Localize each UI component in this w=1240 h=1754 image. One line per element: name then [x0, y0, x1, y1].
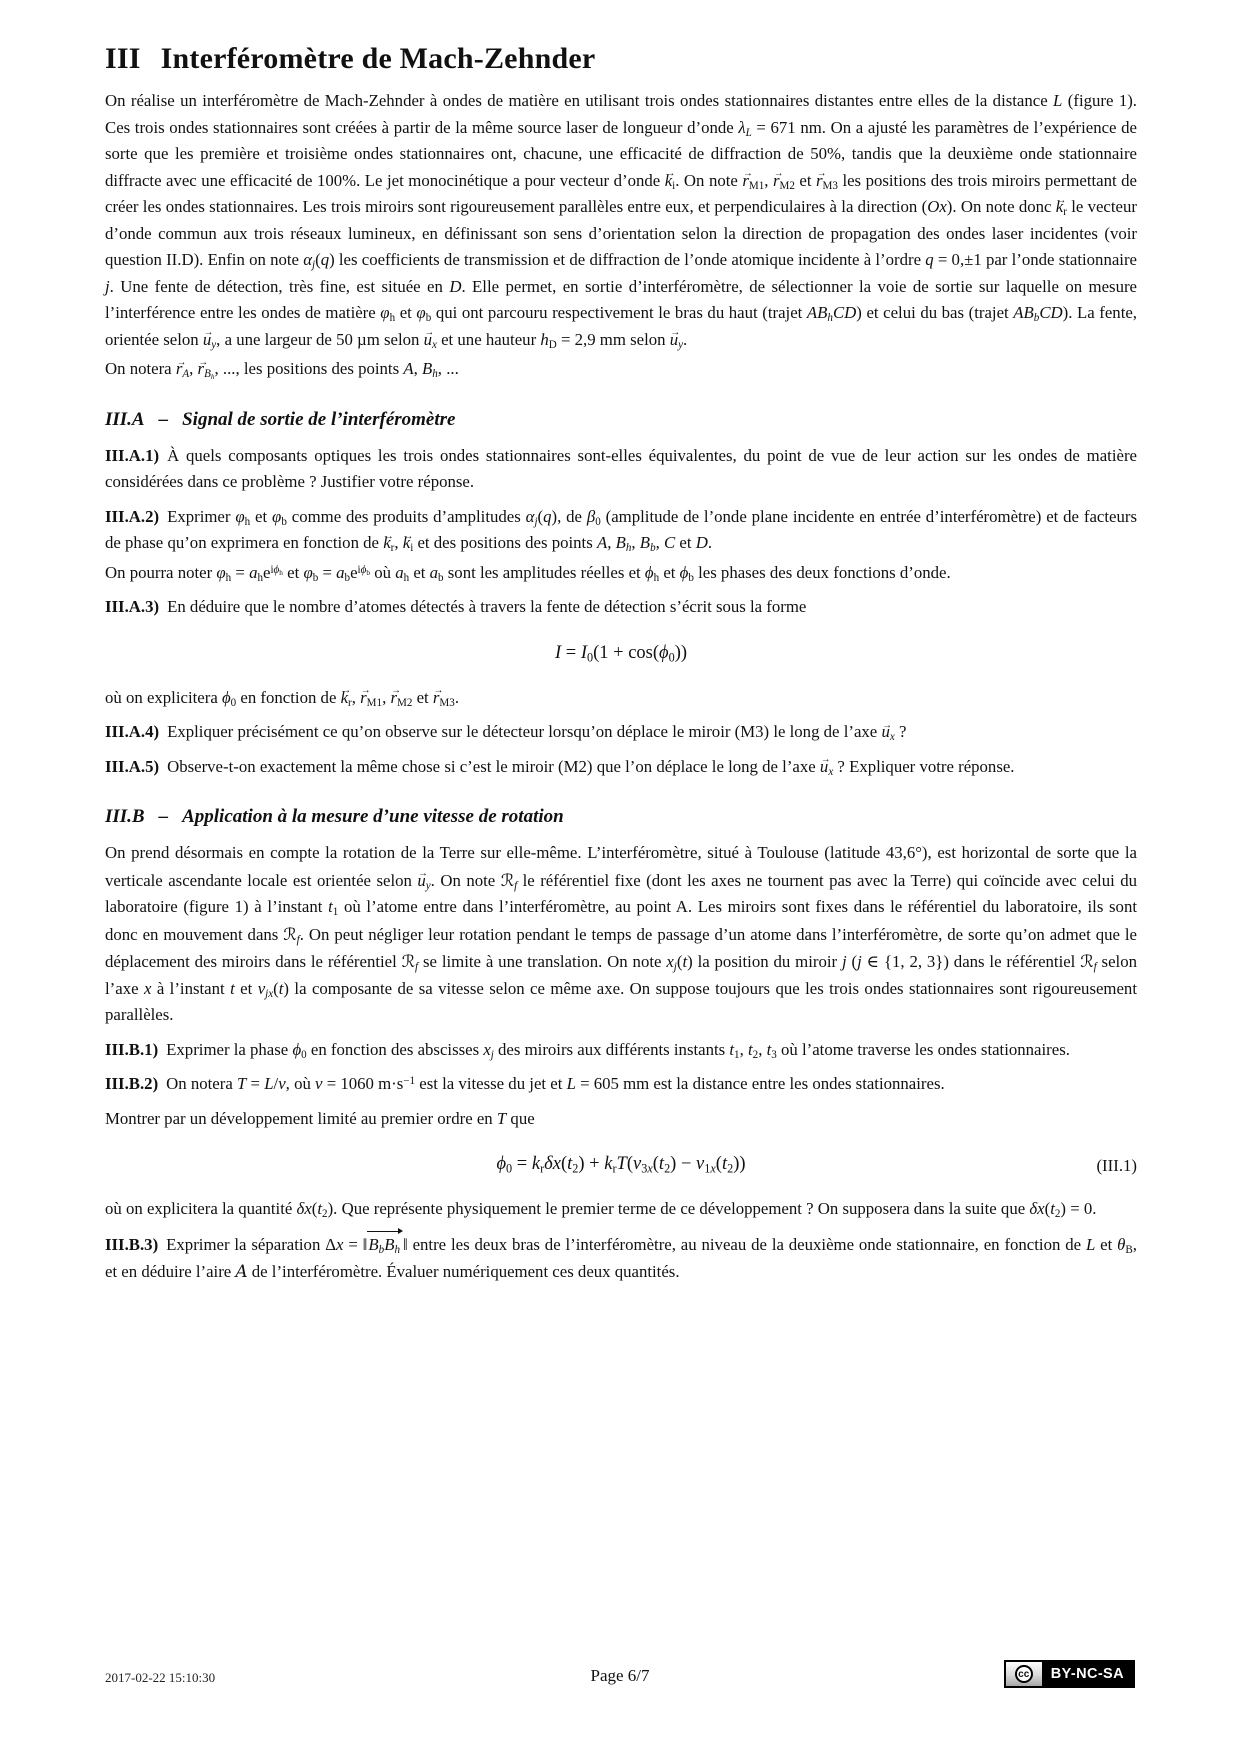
section-a-dash: – — [158, 408, 169, 430]
question-label: III.A.1) — [105, 445, 160, 465]
equation-iii-1 — [105, 1150, 1137, 1178]
question-iii-a-2 — [105, 504, 1137, 557]
equation-number: (III.1) — [1096, 1156, 1137, 1175]
equation-iii-1-explanation: où on explicitera la quantité $\delta x(t_2)$. Que représente physiquement le premier terme de ce développement ? On supposera dans la suite que $\delta x(t_2) = 0$. — [105, 1199, 1097, 1221]
question-iii-a-4 — [105, 719, 1137, 746]
question-iii-b-2 — [105, 1071, 1137, 1098]
question-label: III.A.3) — [105, 597, 160, 616]
intro-paragraph: On réalise un interféromètre de Mach-Zehnder à ondes de matière en utilisant trois ondes stationnaires distantes entre elles de la distance L (figure 1). Ces trois ondes stationnaires sont créées à partir de la même source laser de longueur d’onde $\lambda_L = 671$ nm. On a ajusté les paramètres de l’expérience de sorte que les première et troisième ondes stationnaires ont, chacune, une efficacité de diffraction de 50%, tandis que la deuxième onde stationnaire diffracte avec une efficacité de 100%. Le jet monocinétique a pour vecteur d’onde → $k_i$. On note → $r_{M1}$, → $r_{M2}$ et → $r_{M3}$ les positions des trois miroirs permettant de créer les ondes stationnaires. Les trois miroirs sont rigoureusement parallèles entre eux, et perpendiculaires à la direction (Ox). On note donc → $k_r$ le vecteur d’onde commun aux trois réseaux lumineux, en définissant son sens d’orientation selon la direction de propagation des ondes laser incidentes (voir question II.D). Enfin on note $\alpha_j(q)$ les coefficients de transmission et de diffraction de l’onde atomique incidente à l’ordre q = 0,±1 par l’onde stationnaire j. Une fente de détection, très fine, est située en D. Elle permet, en sortie d’interféromètre, de sélectionner la voie de sortie sur laquelle on mesure l’interférence entre les ondes de matière $\varphi_h$ et $\varphi_b$ qui ont parcouru respectivement le bras du haut (trajet $AB_hCD$) et celui du bas (trajet $AB_bCD$). La fente, orientée selon → $u_y$, a une largeur de 50 µm selon → $u_x$ et une hauteur $h_D = 2,9$ mm selon → $u_y$. — [105, 88, 1137, 353]
question-label: III.B.1) — [105, 1039, 159, 1059]
question-iii-a-5 — [105, 754, 1137, 781]
equation-body: $I = I_0(1 + \cos(\phi_0))$ — [554, 642, 688, 664]
generation-timestamp: 2017-02-22 15:10:30 — [105, 1670, 216, 1685]
question-iii-b-1 — [105, 1037, 1137, 1064]
page-number: Page 6/7 — [590, 1666, 650, 1685]
cc-circle-glyph: cc — [1015, 1665, 1033, 1683]
question-text: En déduire que le nombre d’atomes détectés à travers la fente de détection s’écrit sous la forme — [167, 597, 807, 616]
question-text: Exprimer $\varphi_h$ et $\varphi_b$ comme des produits d’amplitudes $\alpha_j(q)$, de $\beta_0$ (amplitude de l’onde plane incidente en entrée d’interféromètre) et de facteurs de phase qu’on exprimera en fonction de → $k_r$, → $k_i$ et des positions des points A, $B_h$, $B_b$, C et D. — [105, 507, 1137, 553]
question-text: Expliquer précisément ce qu’on observe sur le détecteur lorsqu’on déplace le miroir (M3) le long de l’axe → $u_x$ ? — [167, 722, 906, 741]
question-iii-a-3 — [105, 594, 1137, 621]
question-label: III.A.4) — [105, 722, 160, 741]
question-iii-a-2-note: On pourra noter $\varphi_h = a_he^{i\phi_h}$ et $\varphi_b = a_be^{i\phi_b}$ où $a_h$ et $a_b$ sont les amplitudes réelles et $\phi_h$ et $\phi_b$ les phases des deux fonctions d’onde. — [105, 562, 951, 584]
question-label: III.B.3) — [105, 1234, 159, 1254]
question-iii-a-1 — [105, 443, 1137, 496]
license-badge[interactable] — [1004, 1660, 1135, 1688]
limited-development-paragraph: Montrer par un développement limité au premier ordre en T que — [105, 1108, 535, 1128]
notation-paragraph: On notera → $r_A$, → $r_{B_h}$, ..., les positions des points A, $B_h$, ... — [105, 356, 1137, 383]
section-b-intro-paragraph: On prend désormais en compte la rotation de la Terre sur elle-même. L’interféromètre, situé à Toulouse (latitude 43,6°), est horizontal de sorte que la verticale ascendante locale est orientée selon → $u_y$. On note ℛ$_f$ le référentiel fixe (dont les axes ne tournent pas avec la Terre) qui coïncide avec celui du laboratoire (figure 1) à l’instant $t_1$ où l’atome entre dans l’interféromètre, au point A. Les miroirs sont fixes dans le référentiel du laboratoire, ils sont donc en mouvement dans ℛ$_f$. On peut négliger leur rotation pendant le temps de passage d’un atome dans l’interféromètre, de sorte qu’on admet que le déplacement des miroirs dans le référentiel ℛ$_f$ se limite à une translation. On note $x_j(t)$ la position du miroir j (j ∈ {1, 2, 3}) dans le référentiel ℛ$_f$ selon l’axe x à l’instant t et $v_{jx}(t)$ la composante de sa vitesse selon ce même axe. On suppose toujours que les trois ondes stationnaires sont rigoureusement parallèles. — [105, 840, 1137, 1029]
section-b-heading — [105, 806, 1137, 828]
question-iii-b-3 — [105, 1231, 1137, 1286]
question-label: III.B.2) — [105, 1074, 159, 1093]
section-a-title: Signal de sortie de l’interféromètre — [182, 408, 456, 430]
page-content — [105, 42, 1137, 1286]
section-number: III — [105, 42, 141, 75]
equation-intensity — [105, 639, 1137, 667]
section-a-heading — [105, 409, 1137, 431]
question-text: Observe-t-on exactement la même chose si c’est le miroir (M2) que l’on déplace le long de l’axe → $u_x$ ? Expliquer votre réponse. — [167, 757, 1014, 776]
question-text: On notera T = L/v, où v = 1060 $m\cdot s^{-1}$ est la vitesse du jet et L = 605 mm est la distance entre les ondes stationnaires. — [166, 1074, 945, 1093]
question-label: III.A.5) — [105, 756, 160, 776]
section-b-title: Application à la mesure d’une vitesse de rotation — [182, 806, 564, 827]
equation-body: $\phi_0 = k_r\delta x(t_2) + k_rT(v_{3x}(t_2) - v_{1x}(t_2))$ — [496, 1154, 746, 1176]
section-b-number: III.B — [105, 806, 145, 827]
question-text: À quels composants optiques les trois ondes stationnaires sont-elles équivalentes, du point de vue de leur action sur les ondes de matière considérées dans ce problème ? Justifier votre réponse. — [105, 445, 1137, 491]
question-label: III.A.2) — [105, 506, 160, 526]
section-title-text: Interféromètre de Mach-Zehnder — [160, 42, 596, 75]
question-text: Exprimer la séparation $\Delta x = ‖B_bB_h$ ‖ entre les deux bras de l’interféromètre, au niveau de la deuxième onde stationnaire, en fonction de L et $\theta_B$, et en déduire l’aire A de l’interféromètre. Évaluer numériquement ces deux quantités. — [105, 1235, 1137, 1282]
cc-logo-icon — [1006, 1662, 1042, 1686]
page-title — [105, 42, 1137, 76]
section-b-dash: – — [158, 806, 169, 827]
license-label: BY-NC-SA — [1042, 1662, 1133, 1686]
page-footer — [105, 1658, 1135, 1694]
section-a-number: III.A — [105, 408, 145, 430]
equation-intensity-explanation: où on explicitera $\phi_0$ en fonction de → $k_r$, → $r_{M1}$, → $r_{M2}$ et → $r_{M3}$. — [105, 685, 1137, 712]
question-text: Exprimer la phase $\phi_0$ en fonction des abscisses $x_j$ des miroirs aux différents instants $t_1$, $t_2$, $t_3$ où l’atome traverse les ondes stationnaires. — [166, 1039, 1070, 1061]
